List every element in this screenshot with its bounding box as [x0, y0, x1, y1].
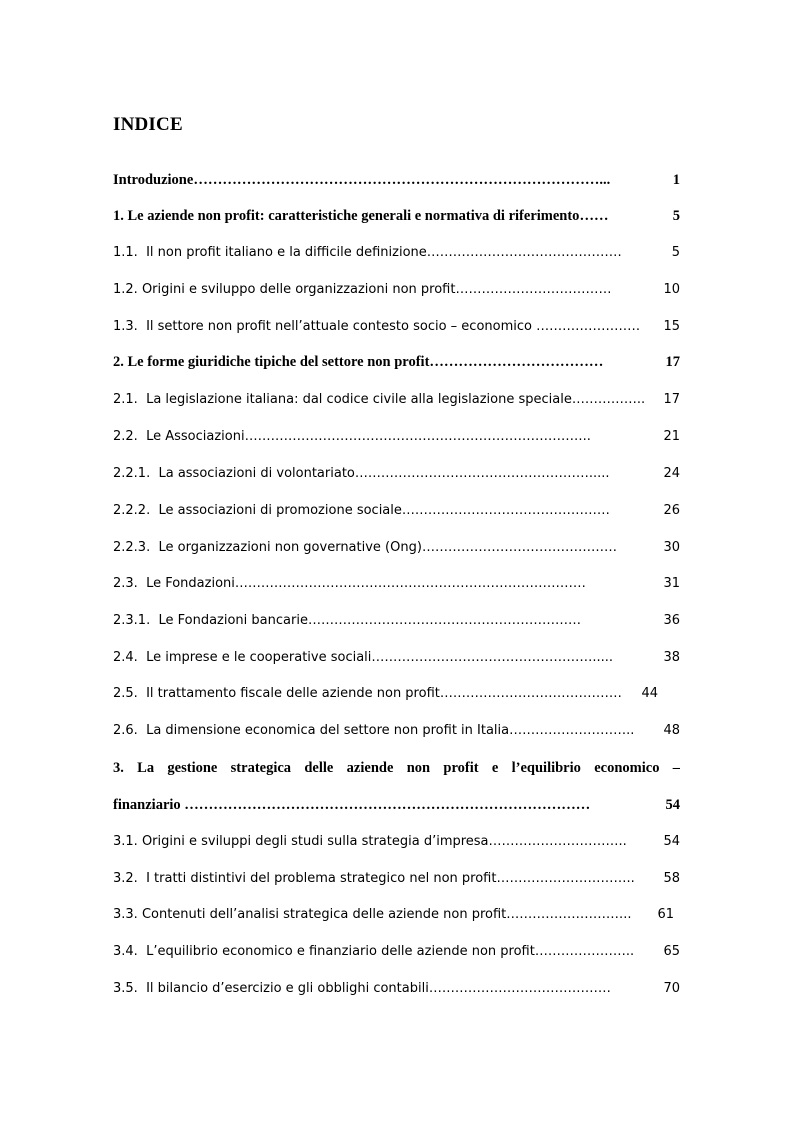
toc-entry-text: 2.6. La dimensione economica del settore non profit in Italia [113, 723, 510, 738]
toc-entry-chapter-2[interactable] [113, 352, 680, 372]
toc-entry-text: 2.3. Le Fondazioni [113, 576, 235, 591]
toc-entry-dots: …………………………………… [439, 686, 622, 701]
toc-entry-3-3[interactable] [113, 905, 680, 925]
toc-entry-text: 3.3. Contenuti dell’analisi strategica delle aziende non profit [113, 907, 507, 922]
toc-entry-page: 5 [670, 243, 680, 263]
toc-entry-page: 10 [661, 280, 680, 300]
toc-entry-2-5[interactable] [113, 684, 680, 704]
toc-entry-page: 65 [661, 942, 680, 962]
toc-entry-text: 2.4. Le imprese e le cooperative sociali [113, 650, 372, 665]
toc-entry-1-1[interactable] [113, 243, 680, 263]
toc-entry-page: 17 [665, 354, 680, 370]
toc-entry-page: 26 [661, 501, 680, 521]
toc-entry-2-4[interactable] [113, 648, 680, 668]
toc-entry-text: 1.1. Il non profit italiano e la difficile definizione [113, 245, 427, 260]
toc-entry-text: Introduzione [113, 172, 194, 188]
toc-entry-page: 30 [661, 538, 680, 558]
toc-entry-2-2-2[interactable] [113, 501, 680, 521]
toc-entry-page: 1 [672, 172, 680, 188]
toc-entry-page: 38 [661, 648, 680, 668]
toc-entry-text: 2.5. Il trattamento fiscale delle aziende non profit [113, 686, 440, 701]
toc-entry-3-1[interactable] [113, 832, 680, 852]
toc-entry-chapter-3[interactable] [113, 795, 680, 815]
toc-entry-page: 36 [661, 611, 680, 631]
toc-entry-3-5[interactable] [113, 979, 680, 999]
toc-entry-page: 5 [672, 208, 680, 224]
toc-entry-dots: ………………………….. [496, 871, 635, 886]
toc-entry-page: 58 [661, 869, 680, 889]
toc-entry-2-1[interactable] [113, 390, 680, 410]
toc-entry-text: 1. Le aziende non profit: caratteristiche generali e normativa di riferimento [113, 208, 580, 224]
toc-entry-chapter-3-line-1[interactable] [113, 758, 680, 778]
toc-entry-text: 2.2.1. La associazioni di volontariato [113, 466, 355, 481]
toc-entry-text: 2. Le forme giuridiche tipiche del settore non profit [113, 354, 430, 370]
toc-entry-dots: ……………………………………… [421, 540, 617, 555]
toc-entry-text: 3.1. Origini e sviluppi degli studi sulla strategia d’impresa [113, 834, 489, 849]
toc-entry-page: 15 [661, 317, 680, 337]
toc-entry-1-2[interactable] [113, 280, 680, 300]
toc-entry-text: 3.5. Il bilancio d’esercizio e gli obblighi contabili [113, 981, 429, 996]
toc-entry-2-2-1[interactable] [113, 464, 680, 484]
toc-entry-chapter-1[interactable] [113, 206, 680, 226]
toc-entry-2-3-1[interactable] [113, 611, 680, 631]
toc-entry-dots: ………………………………………………………………………… [184, 797, 591, 813]
toc-entry-dots: ……………………….. [509, 723, 635, 738]
toc-entry-text: 2.2. Le Associazioni [113, 429, 245, 444]
toc-entry-dots: ………………………………………… [401, 503, 610, 518]
toc-entry-introduzione[interactable] [113, 170, 680, 190]
toc-entry-text: 3.4. L’equilibrio economico e finanziario delle aziende non profit [113, 944, 535, 959]
toc-entry-dots: ………………………….. [488, 834, 627, 849]
toc-entry-2-6[interactable] [113, 721, 680, 741]
toc-entry-text: finanziario [113, 797, 185, 813]
toc-entry-1-3[interactable] [113, 317, 680, 337]
toc-entry-dots: ………………………………………………..... [354, 466, 610, 481]
toc-entry-page: 31 [661, 574, 680, 594]
toc-entry-2-2[interactable] [113, 427, 680, 447]
toc-entry-text: 1.3. Il settore non profit nell’attuale contesto socio – economico [113, 319, 537, 334]
toc-entry-text: 3. La gestione strategica delle aziende non profit e l’equilibrio economico – [113, 760, 680, 776]
toc-entry-dots: ……………………………… [455, 282, 612, 297]
toc-entry-page: 24 [661, 464, 680, 484]
toc-entry-dots: ……………………………………………..... [371, 650, 614, 665]
toc-entry-text: 2.2.3. Le organizzazioni non governative (Ong) [113, 540, 422, 555]
toc-entry-dots: ………………….. [534, 944, 635, 959]
toc-entry-dots: …………………………………… [428, 981, 611, 996]
toc-entry-dots: ……………………………… [429, 354, 604, 370]
toc-entry-text: 3.2. I tratti distintivi del problema strategico nel non profit [113, 871, 497, 886]
toc-entry-text: 2.3.1. Le Fondazioni bancarie [113, 613, 308, 628]
page-title: INDICE [113, 114, 183, 135]
toc-entry-page: 48 [661, 721, 680, 741]
toc-entry-text: 2.1. La legislazione italiana: dal codice civile alla legislazione speciale [113, 392, 572, 407]
toc-entry-dots: …………………………………………………………………….. [244, 429, 591, 444]
toc-entry-3-4[interactable] [113, 942, 680, 962]
toc-entry-page: 21 [661, 427, 680, 447]
toc-entry-dots: …… [579, 208, 609, 224]
toc-entry-dots: …………………… [536, 319, 641, 334]
toc-entry-dots: …………….. [571, 392, 646, 407]
toc-entry-dots: ……………………………………………………… [307, 613, 581, 628]
toc-entry-dots: ……………………………………………………………………… [234, 576, 586, 591]
toc-entry-3-2[interactable] [113, 869, 680, 889]
toc-entry-page: 54 [665, 797, 680, 813]
toc-entry-text: 1.2. Origini e sviluppo delle organizzazioni non profit [113, 282, 456, 297]
toc-entry-page: 17 [661, 390, 680, 410]
toc-entry-page: 61 [655, 905, 674, 925]
toc-entry-dots: …………………………………………………………………………... [193, 172, 611, 188]
toc-entry-text: 2.2.2. Le associazioni di promozione sociale [113, 503, 402, 518]
toc-entry-2-3[interactable] [113, 574, 680, 594]
toc-entry-dots: ……………………….. [506, 907, 632, 922]
toc-entry-dots: ……………………………………… [426, 245, 622, 260]
toc-entry-2-2-3[interactable] [113, 538, 680, 558]
toc-entry-page: 44 [639, 684, 658, 704]
toc-entry-page: 70 [661, 979, 680, 999]
toc-entry-page: 54 [661, 832, 680, 852]
